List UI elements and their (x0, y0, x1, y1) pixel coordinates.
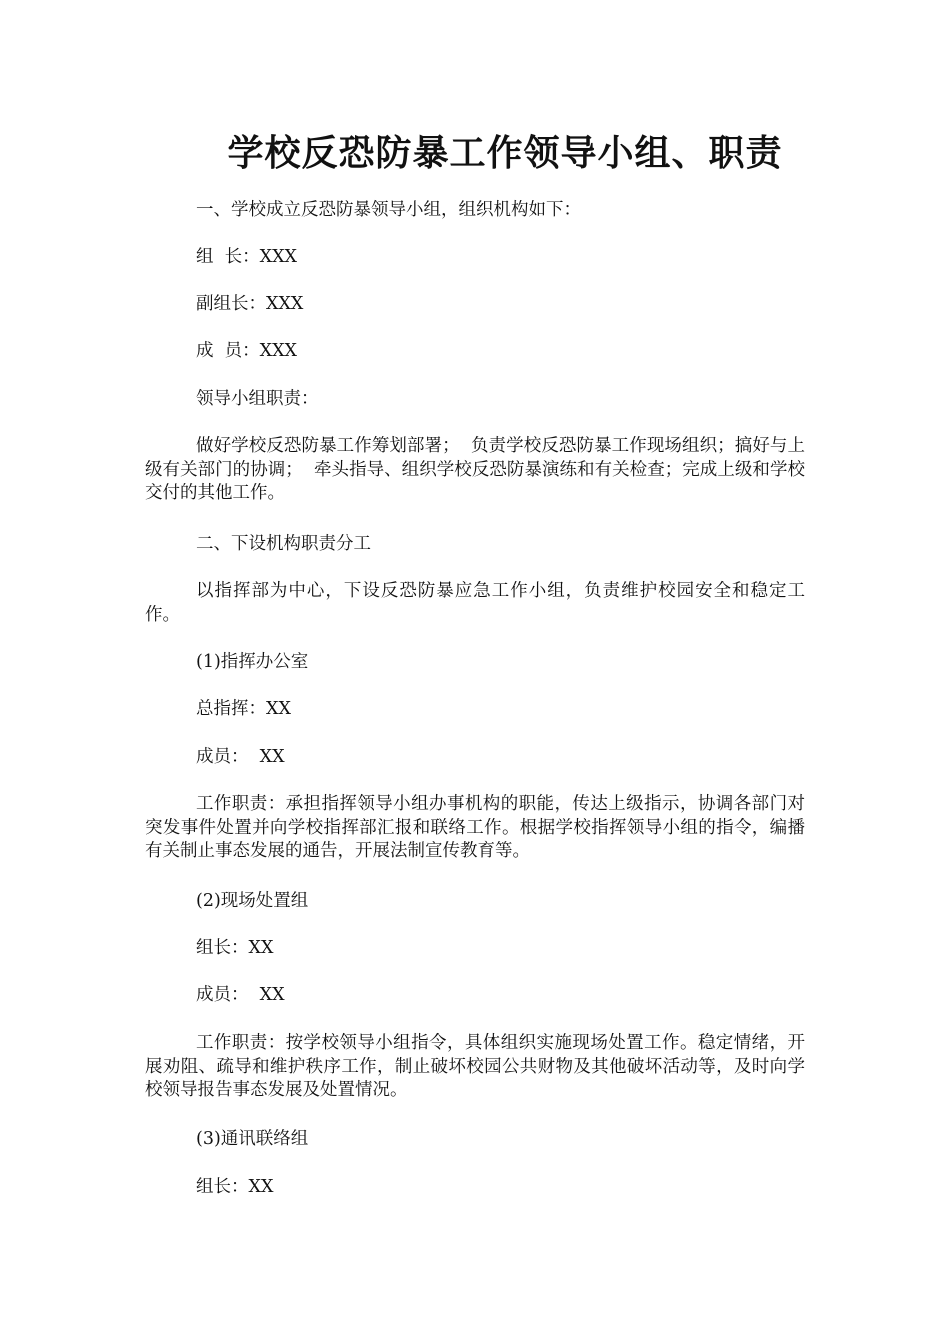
commander-line: 总指挥：XX (196, 699, 291, 719)
subgroup-1-members: 成员： XX (196, 747, 285, 767)
subgroup-2-members: 成员： XX (196, 985, 285, 1005)
deputy-leader-line: 副组长：XXX (196, 294, 304, 314)
document-title: 学校反恐防暴工作领导小组、职责 (227, 132, 783, 174)
duties-paragraph: 做好学校反恐防暴工作筹划部署； 负责学校反恐防暴工作现场组织；搞好与上级有关部门的协调； 牵头指导、组织学校反恐防暴演练和有关检查；完成上级和学校交付的其他工作。 (145, 436, 805, 503)
subgroup-1-duties: 工作职责：承担指挥领导小组办事机构的职能，传达上级指示，协调各部门对突发事件处置并向学校指挥部汇报和联络工作。根据学校指挥领导小组的指令，编播有关制止事态发展的通告，开展法制宣传教育等。 (145, 794, 805, 861)
subgroup-heading-2: (2)现场处置组 (196, 891, 309, 911)
group-leader-line: 组 长：XXX (196, 247, 298, 267)
section-heading-1: 一、学校成立反恐防暴领导小组，组织机构如下： (196, 200, 581, 220)
subgroup-heading-1: (1)指挥办公室 (196, 652, 309, 672)
subgroup-2-leader: 组长：XX (196, 938, 274, 958)
section-heading-2: 二、下设机构职责分工 (196, 534, 371, 554)
subgroup-2-duties: 工作职责：按学校领导小组指令，具体组织实施现场处置工作。稳定情绪，开展劝阻、疏导和维护秩序工作，制止破坏校园公共财物及其他破坏活动等，及时向学校领导报告事态发展及处置情况。 (145, 1033, 805, 1100)
section-2-intro: 以指挥部为中心，下设反恐防暴应急工作小组，负责维护校园安全和稳定工作。 (145, 581, 805, 625)
members-line: 成 员：XXX (196, 341, 298, 361)
subgroup-heading-3: (3)通讯联络组 (196, 1129, 309, 1149)
subgroup-3-leader: 组长：XX (196, 1177, 274, 1197)
duties-heading: 领导小组职责： (196, 389, 319, 409)
